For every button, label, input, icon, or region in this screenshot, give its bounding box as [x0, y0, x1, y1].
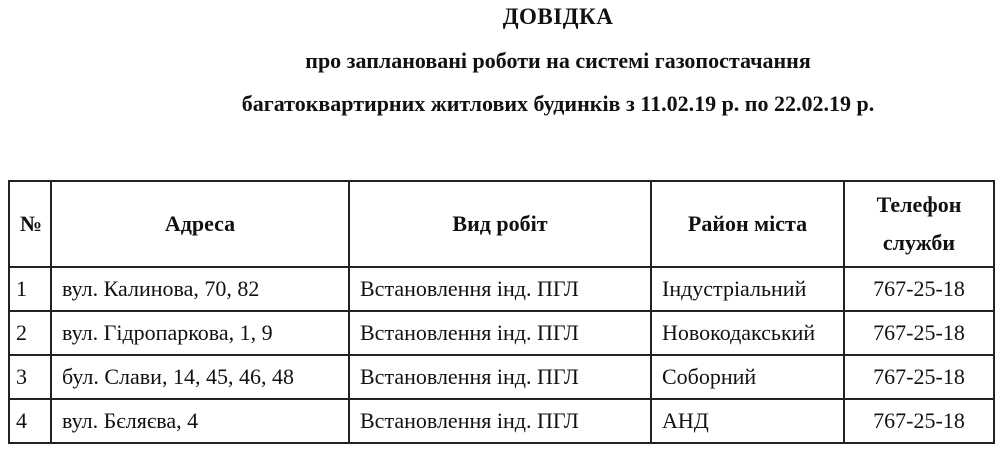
row-address: бул. Слави, 14, 45, 46, 48	[51, 355, 349, 399]
row-work-type: Встановлення інд. ПГЛ	[349, 267, 651, 311]
document-title: ДОВІДКА	[502, 4, 614, 29]
row-phone: 767-25-18	[844, 399, 994, 443]
row-district: Індустріальний	[651, 267, 844, 311]
document-subtitle-line1: про заплановані роботи на системі газопостачання	[305, 48, 811, 73]
header-address: Адреса	[51, 181, 349, 267]
row-number: 3	[9, 355, 51, 399]
header-phone-line1: Телефон	[876, 192, 962, 217]
row-number: 4	[9, 399, 51, 443]
document-subtitle-line2: багатоквартирних житлових будинків з 11.02.19 р. по 22.02.19 р.	[241, 91, 875, 116]
row-district: Соборний	[651, 355, 844, 399]
row-address: вул. Калинова, 70, 82	[51, 267, 349, 311]
row-phone: 767-25-18	[844, 311, 994, 355]
row-phone: 767-25-18	[844, 267, 994, 311]
row-address: вул. Бєляєва, 4	[51, 399, 349, 443]
row-work-type: Встановлення інд. ПГЛ	[349, 311, 651, 355]
table-row	[9, 399, 994, 443]
row-work-type: Встановлення інд. ПГЛ	[349, 399, 651, 443]
table-row	[9, 267, 994, 311]
row-district: АНД	[651, 399, 844, 443]
row-address: вул. Гідропаркова, 1, 9	[51, 311, 349, 355]
row-work-type: Встановлення інд. ПГЛ	[349, 355, 651, 399]
row-district: Новокодакський	[651, 311, 844, 355]
header-work-type: Вид робіт	[349, 181, 651, 267]
row-number: 2	[9, 311, 51, 355]
table-header-row	[9, 181, 994, 267]
table-row	[9, 311, 994, 355]
header-phone-line2: служби	[882, 230, 956, 255]
header-district: Район міста	[651, 181, 844, 267]
row-phone: 767-25-18	[844, 355, 994, 399]
planned-works-table	[8, 180, 995, 444]
row-number: 1	[9, 267, 51, 311]
header-phone	[844, 181, 994, 267]
header-number: №	[9, 181, 51, 267]
table-row	[9, 355, 994, 399]
